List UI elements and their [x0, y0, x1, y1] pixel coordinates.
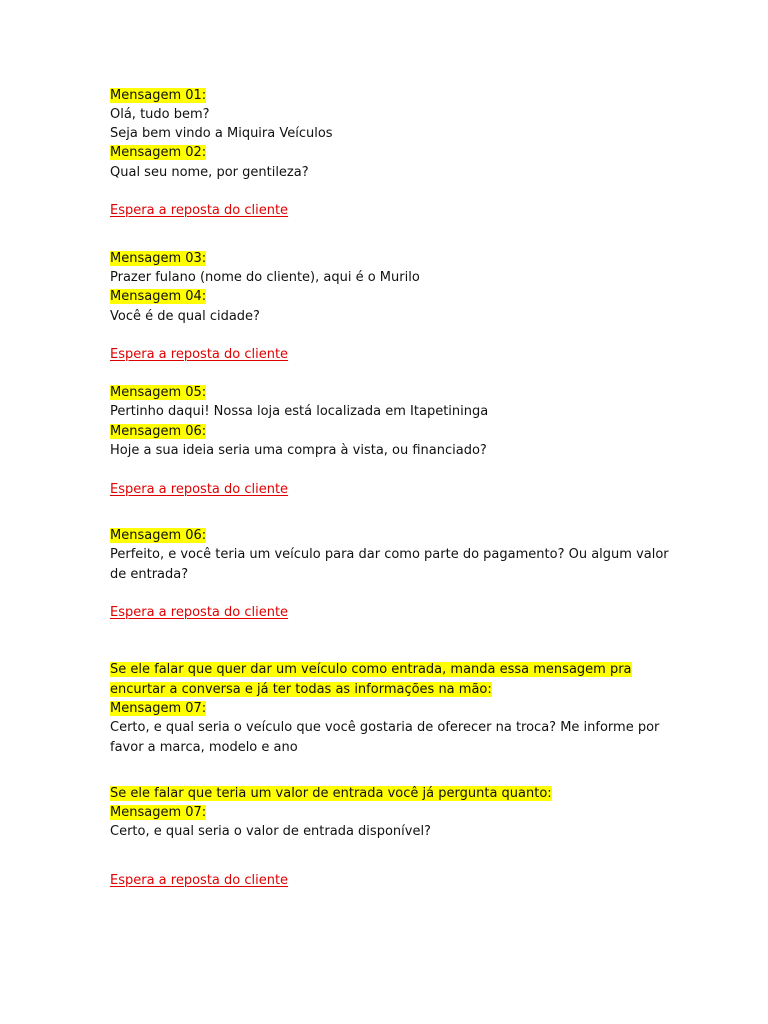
message-01-label: Mensagem 01:	[110, 88, 207, 103]
message-04-label-row	[110, 287, 206, 306]
wait-note-5-text: Espera a reposta do cliente	[110, 873, 289, 888]
message-01-line-2: Seja bem vindo a Miquira Veículos	[110, 126, 333, 141]
condition-1-line-2-row	[110, 680, 492, 699]
message-06b-label: Mensagem 06:	[110, 528, 207, 543]
message-06b-line-1: Perfeito, e você teria um veículo para dar como parte do pagamento? Ou algum valor	[110, 547, 669, 562]
condition-1-line-1-row	[110, 660, 632, 679]
wait-note-5	[110, 871, 288, 890]
message-02-label: Mensagem 02:	[110, 145, 207, 160]
wait-note-1-text: Espera a reposta do cliente	[110, 203, 289, 218]
wait-note-4	[110, 603, 288, 622]
message-07a-line-2: favor a marca, modelo e ano	[110, 740, 298, 755]
message-06a-label-row	[110, 422, 206, 441]
message-06a-label: Mensagem 06:	[110, 424, 207, 439]
wait-note-2-text: Espera a reposta do cliente	[110, 347, 289, 362]
message-04-label: Mensagem 04:	[110, 289, 207, 304]
message-05-label: Mensagem 05:	[110, 385, 207, 400]
message-07b-line-1: Certo, e qual seria o valor de entrada disponível?	[110, 824, 431, 839]
wait-note-1	[110, 201, 288, 220]
wait-note-2	[110, 345, 288, 364]
message-01-line-1: Olá, tudo bem?	[110, 107, 210, 122]
message-07a-line-1: Certo, e qual seria o veículo que você gostaria de oferecer na troca? Me informe por	[110, 720, 660, 735]
message-07a-label-row	[110, 699, 206, 718]
message-06b-label-row	[110, 526, 206, 545]
condition-2-line-1: Se ele falar que teria um valor de entrada você já pergunta quanto:	[110, 786, 552, 801]
message-05-label-row	[110, 383, 206, 402]
wait-note-3	[110, 480, 288, 499]
message-06b-line-2: de entrada?	[110, 567, 189, 582]
message-02-label-row	[110, 143, 206, 162]
message-07b-label-row	[110, 803, 206, 822]
message-02-line-1: Qual seu nome, por gentileza?	[110, 165, 309, 180]
message-03-label: Mensagem 03:	[110, 251, 207, 266]
wait-note-3-text: Espera a reposta do cliente	[110, 482, 289, 497]
wait-note-4-text: Espera a reposta do cliente	[110, 605, 289, 620]
condition-1-line-2: encurtar a conversa e já ter todas as informações na mão:	[110, 682, 492, 697]
message-03-line-1: Prazer fulano (nome do cliente), aqui é o Murilo	[110, 270, 420, 285]
message-01-label-row	[110, 86, 206, 105]
message-07b-label: Mensagem 07:	[110, 805, 207, 820]
condition-1-line-1: Se ele falar que quer dar um veículo como entrada, manda essa mensagem pra	[110, 662, 632, 677]
message-07a-label: Mensagem 07:	[110, 701, 207, 716]
condition-2-line-1-row	[110, 784, 552, 803]
message-06a-line-1: Hoje a sua ideia seria uma compra à vista, ou financiado?	[110, 443, 487, 458]
message-05-line-1: Pertinho daqui! Nossa loja está localizada em Itapetininga	[110, 404, 489, 419]
message-03-label-row	[110, 249, 206, 268]
message-04-line-1: Você é de qual cidade?	[110, 309, 260, 324]
